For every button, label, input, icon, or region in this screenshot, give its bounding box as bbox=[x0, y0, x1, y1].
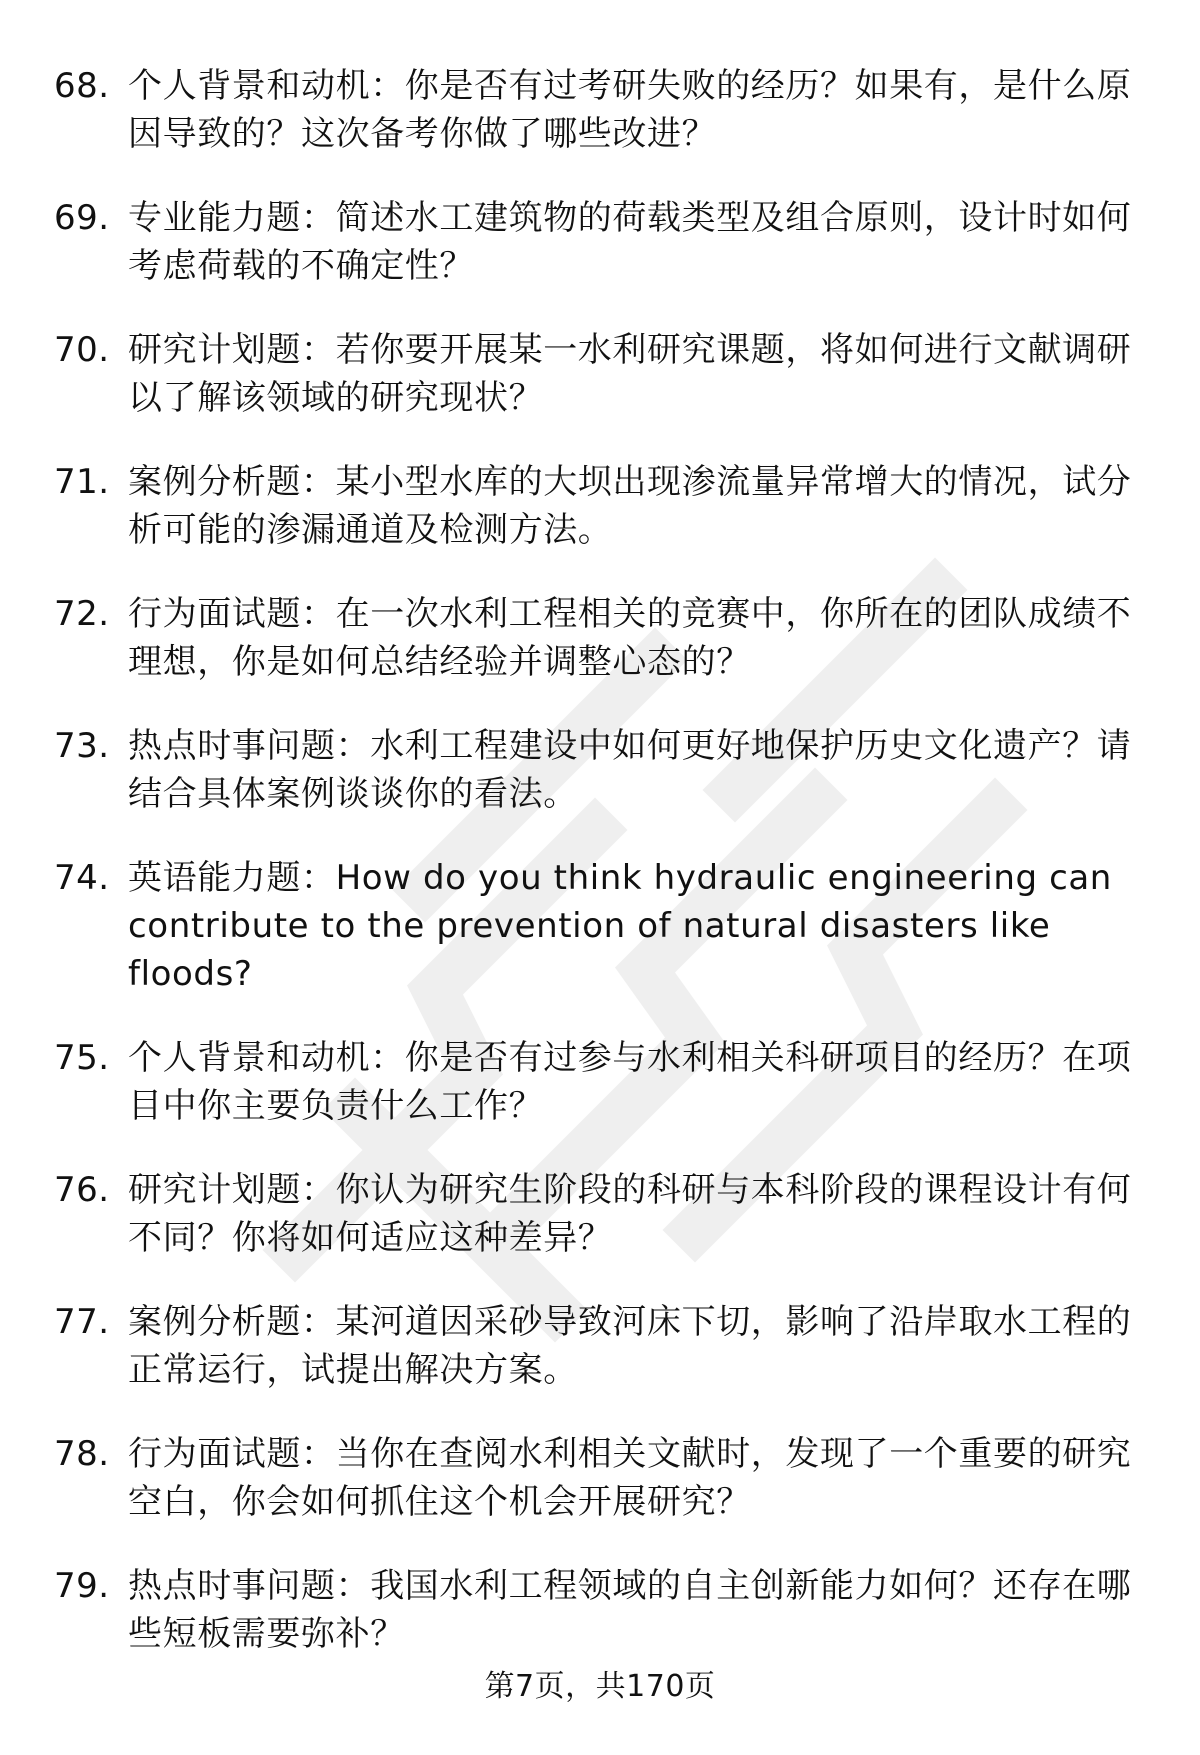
question-item bbox=[0, 854, 1200, 998]
question-number: 79. bbox=[54, 1566, 110, 1606]
question-text: 热点时事问题：我国水利工程领域的自主创新能力如何？还存在哪些短板需要弥补？ bbox=[128, 1566, 1132, 1654]
question-item bbox=[0, 1034, 1200, 1130]
question-item bbox=[0, 194, 1200, 290]
question-number: 75. bbox=[54, 1038, 110, 1078]
question-number: 71. bbox=[54, 462, 110, 502]
question-text: 英语能力题：How do you think hydraulic engineering can contribute to the prevention of natural disasters like floods? bbox=[128, 858, 1112, 994]
question-item bbox=[0, 722, 1200, 818]
question-text: 研究计划题：若你要开展某一水利研究课题，将如何进行文献调研以了解该领域的研究现状？ bbox=[128, 330, 1132, 418]
question-text: 个人背景和动机：你是否有过参与水利相关科研项目的经历？在项目中你主要负责什么工作？ bbox=[128, 1038, 1132, 1126]
question-item bbox=[0, 1298, 1200, 1394]
question-number: 69. bbox=[54, 198, 110, 238]
question-number: 78. bbox=[54, 1434, 110, 1474]
question-text: 案例分析题：某河道因采砂导致河床下切，影响了沿岸取水工程的正常运行，试提出解决方案。 bbox=[128, 1302, 1132, 1390]
question-item bbox=[0, 458, 1200, 554]
question-number: 70. bbox=[54, 330, 110, 370]
question-text: 个人背景和动机：你是否有过考研失败的经历？如果有，是什么原因导致的？这次备考你做了哪些改进？ bbox=[128, 66, 1132, 154]
question-item bbox=[0, 590, 1200, 686]
question-number: 76. bbox=[54, 1170, 110, 1210]
question-text: 热点时事问题：水利工程建设中如何更好地保护历史文化遗产？请结合具体案例谈谈你的看法。 bbox=[128, 726, 1132, 814]
question-text: 行为面试题：在一次水利工程相关的竞赛中，你所在的团队成绩不理想，你是如何总结经验并调整心态的？ bbox=[128, 594, 1132, 682]
question-item bbox=[0, 326, 1200, 422]
question-item bbox=[0, 1430, 1200, 1526]
question-number: 74. bbox=[54, 858, 110, 898]
question-number: 77. bbox=[54, 1302, 110, 1342]
question-item bbox=[0, 62, 1200, 158]
question-text: 研究计划题：你认为研究生阶段的科研与本科阶段的课程设计有何不同？你将如何适应这种差异？ bbox=[128, 1170, 1132, 1258]
page-footer: 第7页，共170页 bbox=[484, 1669, 716, 1704]
question-item bbox=[0, 1166, 1200, 1262]
question-number: 73. bbox=[54, 726, 110, 766]
question-text: 案例分析题：某小型水库的大坝出现渗流量异常增大的情况，试分析可能的渗漏通道及检测方法。 bbox=[128, 462, 1132, 550]
question-item bbox=[0, 1562, 1200, 1658]
question-text: 行为面试题：当你在查阅水利相关文献时，发现了一个重要的研究空白，你会如何抓住这个机会开展研究？ bbox=[128, 1434, 1132, 1522]
question-number: 68. bbox=[54, 66, 110, 106]
question-list bbox=[0, 62, 1200, 1694]
question-number: 72. bbox=[54, 594, 110, 634]
question-text: 专业能力题：简述水工建筑物的荷载类型及组合原则，设计时如何考虑荷载的不确定性？ bbox=[128, 198, 1132, 286]
